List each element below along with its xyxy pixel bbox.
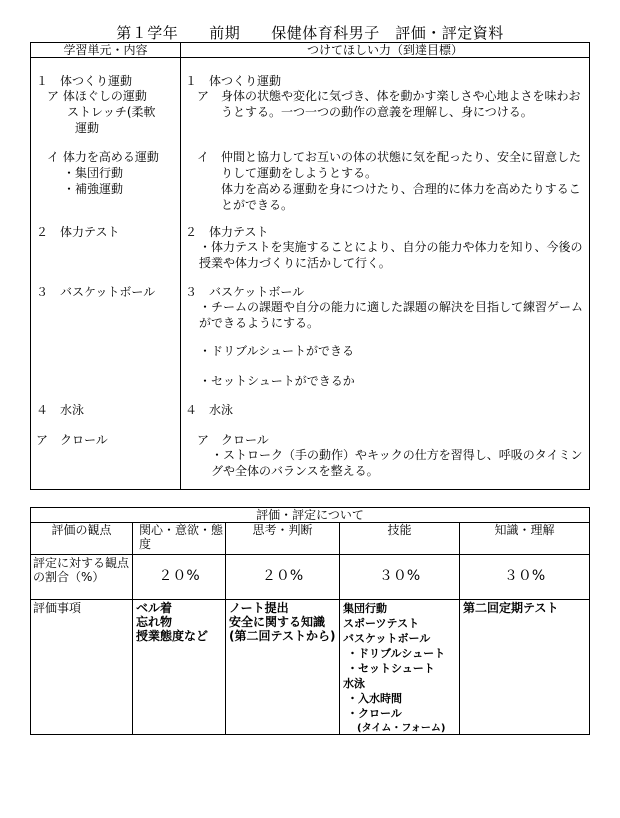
goal-heading: １ 体つくり運動 (185, 74, 282, 88)
item-line: 授業態度など (136, 629, 209, 643)
goal-text: ・チームの課題や自分の能力に適した課題の解決を目指して練習ゲームができるようにする。 (199, 300, 584, 330)
goal-heading: ２ 体力テスト (185, 225, 269, 239)
items-cell (460, 600, 589, 734)
item-line: 忘れ物 (136, 615, 173, 629)
goal-subheading: ア クロール (197, 433, 269, 447)
ratio-value: ２０% (226, 555, 340, 600)
item-line: スポーツテスト (343, 617, 420, 630)
items-cell (340, 600, 460, 734)
goals-table (30, 42, 590, 490)
goal-text: 身体の状態や変化に気づき、体を動かす楽しさや心地よさを味わおうとする。一つ一つの動作の意義を理解し、身につける。 (221, 89, 581, 119)
goal-bullet: ・ドリブルシュートができる (199, 344, 354, 358)
ratio-label: 評定に対する観点の割合（%） (31, 555, 133, 600)
items-cell (133, 600, 226, 734)
item-line: 集団行動 (343, 602, 387, 615)
item-line: ノート提出 (229, 601, 289, 615)
item-line: ・ドリブルシュート (347, 647, 446, 660)
item-line: (タイム・フォーム) (357, 723, 446, 734)
evaluation-caption: 評価・評定について (31, 508, 589, 523)
goal-column-header: つけてほしい力（到達目標） (306, 43, 463, 57)
goal-text: ・ストローク（手の動作）やキックの仕方を習得し、呼吸のタイミングや全体のバランスを整える。 (211, 448, 583, 478)
items-cell (226, 600, 340, 734)
unit-label: ストレッチ(柔軟 (67, 105, 156, 119)
items-label: 評価事項 (31, 600, 133, 734)
unit-label: ア クロール (36, 433, 108, 447)
unit-label: １ 体つくり運動 (36, 74, 133, 88)
goal-heading: ３ バスケットボール (185, 285, 305, 299)
goal-text: ・体力テストを実施することにより、自分の能力や体力を知り、今後の授業や体力づくりに活かして行く。 (199, 240, 583, 270)
page-title: 第１学年 前期 保健体育科男子 評価・評定資料 (116, 24, 504, 42)
header-cell: 評価の観点 (31, 523, 133, 555)
item-line: 水泳 (343, 677, 365, 690)
goal-mark: ア (197, 89, 210, 103)
goal-mark: イ (197, 150, 210, 164)
item-line: 安全に関する知識 (229, 615, 326, 629)
goals-table-header (31, 43, 589, 58)
item-line: (第二回テストから) (229, 629, 336, 643)
evaluation-table (30, 507, 590, 735)
unit-label: ３ バスケットボール (36, 285, 156, 299)
item-line: 第二回定期テスト (463, 601, 559, 615)
item-line: ・セットシュート (347, 662, 435, 675)
goal-text: 仲間と協力してお互いの体の状態に気を配ったり、安全に留意したりして運動をしようとする。 (221, 150, 582, 180)
unit-label: ４ 水泳 (36, 403, 85, 417)
unit-label: イ 体力を高める運動 (47, 150, 159, 164)
header-cell: 思考・判断 (226, 523, 340, 555)
goal-bullet: ・セットシュートができるか (199, 374, 355, 388)
column-divider (180, 43, 181, 489)
item-line: ・クロール (347, 707, 402, 720)
unit-column-header: 学習単元・内容 (63, 43, 148, 57)
header-cell: 関心・意欲・態度 (133, 523, 226, 555)
unit-label: ア 体ほぐしの運動 (47, 89, 147, 103)
unit-label: ・集団行動 (63, 166, 124, 180)
item-line: ベル着 (136, 601, 173, 615)
unit-label: ２ 体力テスト (36, 225, 120, 239)
goal-text: 体力を高める運動を身につけたり、合理的に体力を高めたりすることができる。 (221, 182, 581, 212)
item-line: バスケットボール (343, 632, 431, 645)
item-line: ・入水時間 (347, 692, 402, 705)
goal-heading: ４ 水泳 (185, 403, 234, 417)
unit-label: 運動 (75, 121, 100, 135)
header-cell: 知識・理解 (460, 523, 589, 555)
ratio-value: ２０% (133, 555, 226, 600)
ratio-value: ３０% (460, 555, 589, 600)
unit-label: ・補強運動 (63, 182, 124, 196)
header-cell: 技能 (340, 523, 460, 555)
ratio-value: ３０% (340, 555, 460, 600)
